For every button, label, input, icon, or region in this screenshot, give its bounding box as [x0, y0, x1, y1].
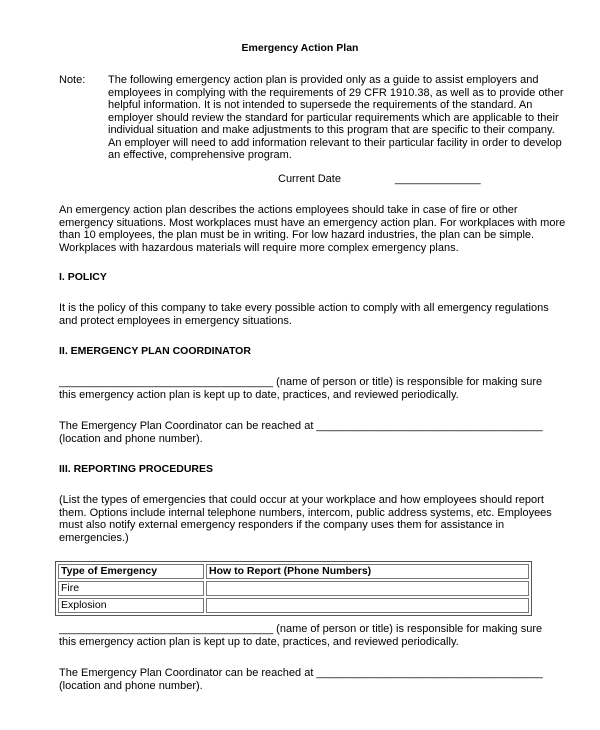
- intro-line: An emergency action plan describes the actions employees should take in case of fire or other: [59, 204, 518, 216]
- coordinator-line: this emergency action plan is kept up to date, practices, and reviewed periodically.: [59, 388, 459, 401]
- coordinator-line[interactable]: ___________________________________ (name of person or title) is responsible for making sure: [59, 376, 543, 388]
- intro-line: than 10 employees, the plan must be in writing. For low hazard industries, the plan can be simple.: [59, 229, 535, 241]
- note-line: employer should review the standard for particular requirements which are applicable to their: [108, 111, 559, 124]
- emergency-type-cell: Fire: [58, 581, 204, 596]
- reporting-line: (List the types of emergencies that could occur at your workplace and how employees should report: [59, 494, 544, 506]
- note-line: An employer will need to add information relevant to their particular facility in order to develop: [108, 136, 562, 149]
- current-date-label: Current Date: [278, 173, 341, 185]
- report-phone-cell[interactable]: [206, 581, 529, 596]
- table-header-row: [58, 564, 529, 579]
- policy-line: and protect employees in emergency situations.: [59, 314, 292, 327]
- table-row: [58, 581, 529, 596]
- emergency-type-cell: Explosion: [58, 598, 204, 613]
- table-row: [58, 598, 529, 613]
- document-title: Emergency Action Plan: [241, 42, 359, 54]
- reporting-line: emergencies.): [59, 531, 129, 544]
- note-label: Note:: [59, 74, 86, 86]
- policy-line: It is the policy of this company to take every possible action to comply with all emergency regulations: [59, 302, 549, 314]
- report-phone-cell[interactable]: [206, 598, 529, 613]
- coordinator-line: this emergency action plan is kept up to date, practices, and reviewed periodically.: [59, 635, 459, 648]
- reporting-table: [55, 561, 532, 616]
- reach-line[interactable]: The Emergency Plan Coordinator can be reached at _____________________________________: [59, 420, 543, 432]
- reach-line: (location and phone number).: [59, 432, 203, 445]
- coordinator-line[interactable]: ___________________________________ (name of person or title) is responsible for making sure: [59, 623, 543, 635]
- note-line: The following emergency action plan is provided only as a guide to assist employers and: [108, 74, 539, 86]
- reach-line[interactable]: The Emergency Plan Coordinator can be reached at _____________________________________: [59, 667, 543, 679]
- note-line: employees in complying with the requirements of 29 CFR 1910.38, as well as to provide other: [108, 86, 564, 99]
- intro-line: emergency situations. Most workplaces must have an emergency action plan. For workplaces with more: [59, 216, 566, 229]
- reporting-heading: III. REPORTING PROCEDURES: [59, 463, 214, 475]
- note-line: individual situation and make adjustments to this program that are specific to their company.: [108, 124, 555, 136]
- reporting-line: them. Options include internal telephone numbers, intercom, public address systems, etc. Employees: [59, 506, 552, 519]
- reporting-line: must also notify external emergency responders if the company uses them for assistance in: [59, 519, 505, 531]
- table-header-cell: Type of Emergency: [58, 564, 204, 579]
- intro-line: Workplaces with hazardous materials will require more complex emergency plans.: [59, 241, 459, 254]
- note-line: an effective, comprehensive program.: [108, 149, 292, 161]
- note-line: helpful information. It is not intended to supersede the requirements of the standard. An: [108, 99, 533, 111]
- reach-line: (location and phone number).: [59, 679, 203, 692]
- table-header-cell: How to Report (Phone Numbers): [206, 564, 529, 579]
- current-date-field[interactable]: ______________: [395, 173, 481, 185]
- policy-heading: I. POLICY: [59, 271, 107, 283]
- coordinator-heading: II. EMERGENCY PLAN COORDINATOR: [59, 345, 251, 357]
